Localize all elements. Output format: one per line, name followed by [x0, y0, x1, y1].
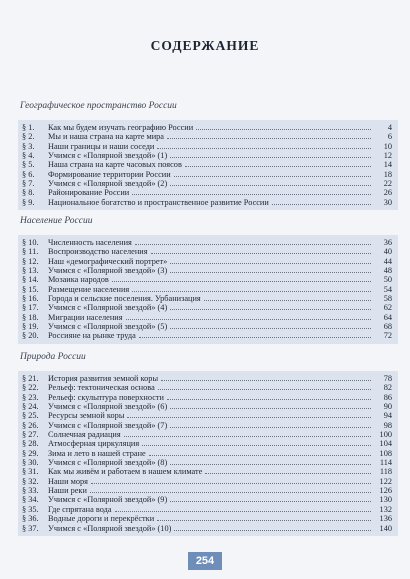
toc-entry: [18, 257, 398, 266]
toc-entry-number: § 2.: [22, 132, 35, 142]
toc-entry: [18, 458, 398, 467]
dot-leader: [112, 275, 371, 282]
toc-entry: [18, 322, 398, 331]
dot-leader: [149, 449, 371, 456]
dot-leader: [272, 198, 371, 205]
toc-entry: [18, 266, 398, 275]
toc-entry: [18, 151, 398, 160]
toc-entry-page: 44: [383, 256, 392, 266]
toc-entry-title: Районирование России: [48, 188, 130, 198]
dot-leader: [157, 514, 371, 521]
toc-entry-title: История развития земной коры: [48, 374, 159, 383]
toc-entry-page: 22: [383, 179, 392, 189]
toc-entry-number: § 28.: [22, 439, 39, 449]
toc-entry-title: Города и сельские поселения. Урбанизация: [48, 294, 201, 304]
toc-entry-page: 48: [383, 266, 392, 276]
toc-entry-page: 132: [379, 504, 392, 514]
dot-leader: [170, 322, 371, 329]
toc-entry: [18, 198, 398, 207]
toc-entry: [18, 411, 398, 420]
dot-leader: [170, 151, 371, 158]
toc-entry-number: § 1.: [22, 123, 35, 132]
dot-leader: [167, 393, 371, 400]
dot-leader: [170, 458, 371, 465]
dot-leader: [170, 421, 371, 428]
toc-entry-title: Учимся с «Полярной звездой» (3): [48, 266, 168, 276]
toc-entry-page: 94: [383, 411, 392, 421]
toc-entry-number: § 35.: [22, 504, 39, 514]
toc-entry-page: 90: [383, 402, 392, 412]
toc-entry-page: 26: [383, 188, 392, 198]
dot-leader: [157, 142, 371, 149]
toc-entry-title: Учимся с «Полярной звездой» (5): [48, 322, 168, 332]
toc-list: [18, 235, 398, 344]
toc-entry: [18, 467, 398, 476]
toc-entry-number: § 18.: [22, 312, 39, 322]
dot-leader: [161, 374, 371, 381]
toc-entry-number: § 36.: [22, 514, 39, 524]
toc-entry: [18, 247, 398, 256]
toc-entry-number: § 9.: [22, 197, 35, 207]
toc-entry: [18, 393, 398, 402]
section-title: Географическое пространство России: [20, 101, 177, 111]
toc-entry-page: 18: [383, 169, 392, 179]
toc-entry-number: § 7.: [22, 179, 35, 189]
section-title: Природа России: [20, 352, 86, 362]
toc-entry-number: § 13.: [22, 266, 39, 276]
toc-entry: [18, 430, 398, 439]
dot-leader: [174, 170, 371, 177]
toc-entry-number: § 16.: [22, 294, 39, 304]
dot-leader: [185, 160, 371, 167]
toc-entry-number: § 33.: [22, 486, 39, 496]
toc-entry: [18, 123, 398, 132]
toc-entry-title: Атмосферная циркуляция: [48, 439, 140, 449]
toc-entry-number: § 14.: [22, 275, 39, 285]
toc-entry-page: 86: [383, 392, 392, 402]
toc-entry-number: § 26.: [22, 420, 39, 430]
dot-leader: [142, 439, 371, 446]
toc-entry-page: 100: [379, 430, 392, 440]
toc-entry-number: § 21.: [22, 374, 39, 383]
toc-entry: [18, 188, 398, 197]
toc-entry-title: Ресурсы земной коры: [48, 411, 125, 421]
toc-entry-title: Наши границы и наши соседи: [48, 141, 155, 151]
toc-entry-number: § 27.: [22, 430, 39, 440]
toc-entry-page: 30: [383, 197, 392, 207]
dot-leader: [170, 266, 371, 273]
toc-entry-page: 122: [379, 476, 392, 486]
toc-entry: [18, 331, 398, 340]
toc-entry-title: Учимся с «Полярной звездой» (2): [48, 179, 168, 189]
toc-entry-number: § 15.: [22, 284, 39, 294]
dot-leader: [170, 402, 371, 409]
toc-section: [18, 216, 398, 344]
toc-entry: [18, 142, 398, 151]
toc-entry-number: § 23.: [22, 392, 39, 402]
toc-entry-page: 10: [383, 141, 392, 151]
toc-entry-title: Наша страна на карте часовых поясов: [48, 160, 182, 170]
toc-entry-page: 40: [383, 247, 392, 257]
toc-entry-title: Как мы будем изучать географию России: [48, 123, 194, 132]
toc-entry: [18, 303, 398, 312]
toc-entry-number: § 3.: [22, 141, 35, 151]
toc-entry-title: Численность населения: [48, 238, 132, 247]
toc-entry-title: Наш «демографический портрет»: [48, 256, 168, 266]
toc-entry-page: 126: [379, 486, 392, 496]
dot-leader: [127, 411, 371, 418]
dot-leader: [91, 477, 371, 484]
toc-entry: [18, 170, 398, 179]
toc-entry: [18, 486, 398, 495]
dot-leader: [196, 123, 371, 130]
toc-entry-page: 12: [383, 151, 392, 161]
toc-entry-page: 118: [379, 467, 392, 477]
toc-entry-page: 78: [383, 374, 392, 383]
toc-entry-title: Формирование территории России: [48, 169, 171, 179]
toc-entry-title: Мы и наша страна на карте мира: [48, 132, 164, 142]
dot-leader: [158, 383, 371, 390]
toc-entry: [18, 275, 398, 284]
toc-entry: [18, 402, 398, 411]
toc-entry-number: § 8.: [22, 188, 35, 198]
toc-entry-page: 14: [383, 160, 392, 170]
toc-entry-page: 36: [383, 238, 392, 247]
dot-leader: [205, 467, 371, 474]
toc-section: [18, 101, 398, 210]
toc-entry-number: § 12.: [22, 256, 39, 266]
toc-entry-number: § 34.: [22, 495, 39, 505]
dot-leader: [132, 188, 371, 195]
toc-entry-number: § 19.: [22, 322, 39, 332]
page-title: СОДЕРЖАНИЕ: [150, 38, 260, 53]
toc-entry-number: § 29.: [22, 448, 39, 458]
dot-leader: [135, 238, 371, 245]
toc-entry-title: Размещение населения: [48, 284, 130, 294]
toc-entry: [18, 505, 398, 514]
toc-entry-page: 64: [383, 312, 392, 322]
toc-entry-title: Учимся с «Полярной звездой» (1): [48, 151, 168, 161]
toc-entry-page: 68: [383, 322, 392, 332]
toc-entry-number: § 6.: [22, 169, 35, 179]
toc-entry-number: § 30.: [22, 458, 39, 468]
dot-leader: [151, 247, 371, 254]
section-title: Население России: [20, 216, 93, 226]
dot-leader: [170, 179, 371, 186]
toc-entry: [18, 238, 398, 247]
toc-entry-title: Рельеф: тектоническая основа: [48, 383, 155, 393]
dot-leader: [174, 524, 371, 531]
toc-entry-number: § 37.: [22, 523, 39, 533]
dot-leader: [170, 303, 371, 310]
toc-entry: [18, 421, 398, 430]
toc-entry: [18, 313, 398, 322]
toc-entry-page: 98: [383, 420, 392, 430]
toc-entry-page: 6: [387, 132, 392, 142]
toc-entry-page: 82: [383, 383, 392, 393]
toc-entry-title: Учимся с «Полярной звездой» (7): [48, 420, 168, 430]
toc-entry-number: § 24.: [22, 402, 39, 412]
toc-entry-page: 72: [383, 331, 392, 341]
toc-entry-number: § 22.: [22, 383, 39, 393]
toc-entry-page: 114: [379, 458, 392, 468]
toc-entry-title: Учимся с «Полярной звездой» (8): [48, 458, 168, 468]
dot-leader: [115, 505, 371, 512]
toc-entry-title: Учимся с «Полярной звездой» (10): [48, 523, 172, 533]
toc-entry: [18, 179, 398, 188]
dot-leader: [139, 331, 371, 338]
toc-entry-page: 54: [383, 284, 392, 294]
toc-entry-page: 62: [383, 303, 392, 313]
toc-entry-title: Миграции населения: [48, 312, 123, 322]
page-number: 254: [188, 552, 222, 570]
toc-entry-title: Учимся с «Полярной звездой» (6): [48, 402, 168, 412]
toc-entry-title: Наши моря: [48, 476, 88, 486]
toc-entry-page: 50: [383, 275, 392, 285]
dot-leader: [167, 132, 371, 139]
dot-leader: [90, 486, 371, 493]
toc-entry-title: Зима и лето в нашей стране: [48, 448, 146, 458]
toc-entry-page: 140: [379, 523, 392, 533]
toc-entry-page: 104: [379, 439, 392, 449]
toc-entry: [18, 477, 398, 486]
toc-entry: [18, 449, 398, 458]
toc-entry-number: § 25.: [22, 411, 39, 421]
toc-entry: [18, 383, 398, 392]
toc-entry: [18, 132, 398, 141]
toc-entry-number: § 20.: [22, 331, 39, 341]
toc-entry: [18, 160, 398, 169]
toc-entry-title: Учимся с «Полярной звездой» (4): [48, 303, 168, 313]
toc-entry-title: Национальное богатство и пространственное развитие России: [48, 197, 269, 207]
toc-entry: [18, 374, 398, 383]
toc-entry-number: § 32.: [22, 476, 39, 486]
toc-entry-page: 108: [379, 448, 392, 458]
toc-entry-page: 4: [387, 123, 392, 132]
dot-leader: [170, 257, 371, 264]
toc-entry: [18, 524, 398, 533]
toc-entry: [18, 294, 398, 303]
toc-list: [18, 371, 398, 536]
toc-entry: [18, 514, 398, 523]
toc-entry-title: Воспроизводство населения: [48, 247, 148, 257]
toc-entry-title: Как мы живём и работаем в нашем климате: [48, 467, 203, 477]
toc-entry-number: § 31.: [22, 467, 39, 477]
toc-entry-number: § 4.: [22, 151, 35, 161]
toc-entry: [18, 439, 398, 448]
toc-entry-title: Рельеф: скульптура поверхности: [48, 392, 164, 402]
toc-entry-title: Наши реки: [48, 486, 87, 496]
toc-entry-title: Мозаика народов: [48, 275, 109, 285]
toc-entry-number: § 10.: [22, 238, 39, 247]
toc-entry-title: Учимся с «Полярной звездой» (9): [48, 495, 168, 505]
toc-entry-title: Солнечная радиация: [48, 430, 121, 440]
toc-entry-page: 130: [379, 495, 392, 505]
dot-leader: [124, 430, 371, 437]
toc-entry: [18, 285, 398, 294]
toc-entry-page: 136: [379, 514, 392, 524]
toc-entry-page: 58: [383, 294, 392, 304]
toc-entry-number: § 11.: [22, 247, 39, 257]
toc-list: [18, 120, 398, 210]
toc-entry-number: § 17.: [22, 303, 39, 313]
toc-entry: [18, 495, 398, 504]
toc-section: [18, 352, 398, 536]
toc-entry-title: Где спрятана вода: [48, 504, 112, 514]
dot-leader: [132, 285, 371, 292]
dot-leader: [126, 313, 371, 320]
toc-entry-title: Водные дороги и перекрёстки: [48, 514, 155, 524]
toc-entry-number: § 5.: [22, 160, 35, 170]
dot-leader: [204, 294, 371, 301]
toc-entry-title: Россияне на рынке труда: [48, 331, 136, 341]
dot-leader: [170, 495, 371, 502]
